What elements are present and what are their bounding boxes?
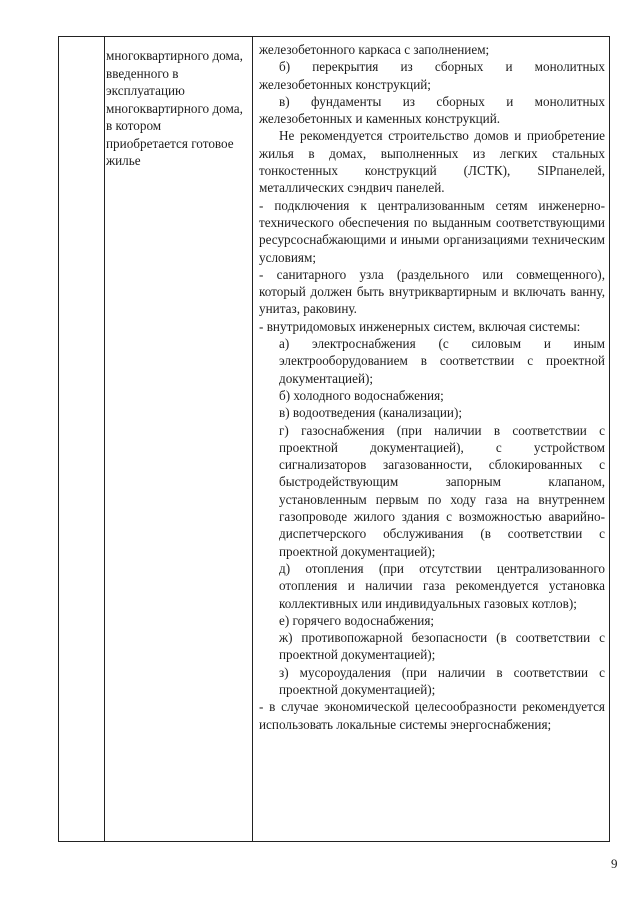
item-fire-safety: ж) противопожарной безопасности (в соответствии с проектной документацией); bbox=[279, 630, 605, 663]
item-cold-water: б) холодного водоснабжения; bbox=[279, 387, 444, 403]
item-sewerage: в) водоотведения (канализации); bbox=[279, 405, 463, 421]
item-heating: д) отопления (при отсутствии централизованного отопления и наличии газа рекомендуется установка коллективных или индивидуальных газовых котлов); bbox=[279, 560, 605, 611]
requirements-table bbox=[58, 36, 610, 842]
item-electricity: а) электроснабжения (с силовым и иным электрооборудованием в соответствии с проектной документацией); bbox=[279, 336, 605, 386]
item-hot-water: е) горячего водоснабжения; bbox=[279, 612, 435, 628]
paragraph-floors: б) перекрытия из сборных и монолитных железобетонных конструкций; bbox=[259, 59, 605, 92]
paragraph-utility-connection: - подключения к централизованным сетям инженерно-технического обеспечения по выданным соответствующими ресурсоснабжающими и иными организациями техническим условиям; bbox=[259, 197, 605, 265]
left-column-text: многоквартирного дома, введенного в эксплуатацию многоквартирного дома, в котором приобретается готовое жилье bbox=[106, 48, 243, 168]
paragraph-sanitary-unit: - санитарного узла (раздельного или совмещенного), который должен быть внутриквартирным и включать ванну, унитаз, раковину. bbox=[259, 266, 605, 317]
item-gas-supply: г) газоснабжения (при наличии в соответствии с проектной документацией), с устройством сигнализаторов загазованности, сблокированных с быстродействующим запорным клапаном, установленным первым по ходу газа на внутреннем газопроводе жилого здания с возможностью аварийно-диспетчерского обслуживания (в соответствии с проектной документацией); bbox=[279, 422, 605, 559]
paragraph-local-energy: - в случае экономической целесообразности рекомендуется использовать локальные системы энергоснабжения; bbox=[259, 699, 605, 732]
item-waste-disposal: з) мусороудаления (при наличии в соответствии с проектной документацией); bbox=[279, 664, 605, 697]
column-divider-2 bbox=[252, 37, 253, 841]
paragraph-not-recommended: Не рекомендуется строительство домов и приобретение жилья в домах, выполненных из легких стальных тонкостенных конструкций (ЛСТК), SIPпанелей, металлических сэндвич панелей. bbox=[259, 128, 605, 196]
paragraph-frame-fill: железобетонного каркаса с заполнением; bbox=[259, 42, 490, 57]
right-column-text bbox=[259, 41, 605, 733]
paragraph-foundations: в) фундаменты из сборных и монолитных железобетонных и каменных конструкций. bbox=[259, 93, 605, 127]
paragraph-engineering-systems: - внутридомовых инженерных систем, включая системы: bbox=[259, 318, 581, 334]
page-number: 9 bbox=[611, 856, 618, 871]
column-divider-1 bbox=[104, 37, 105, 841]
